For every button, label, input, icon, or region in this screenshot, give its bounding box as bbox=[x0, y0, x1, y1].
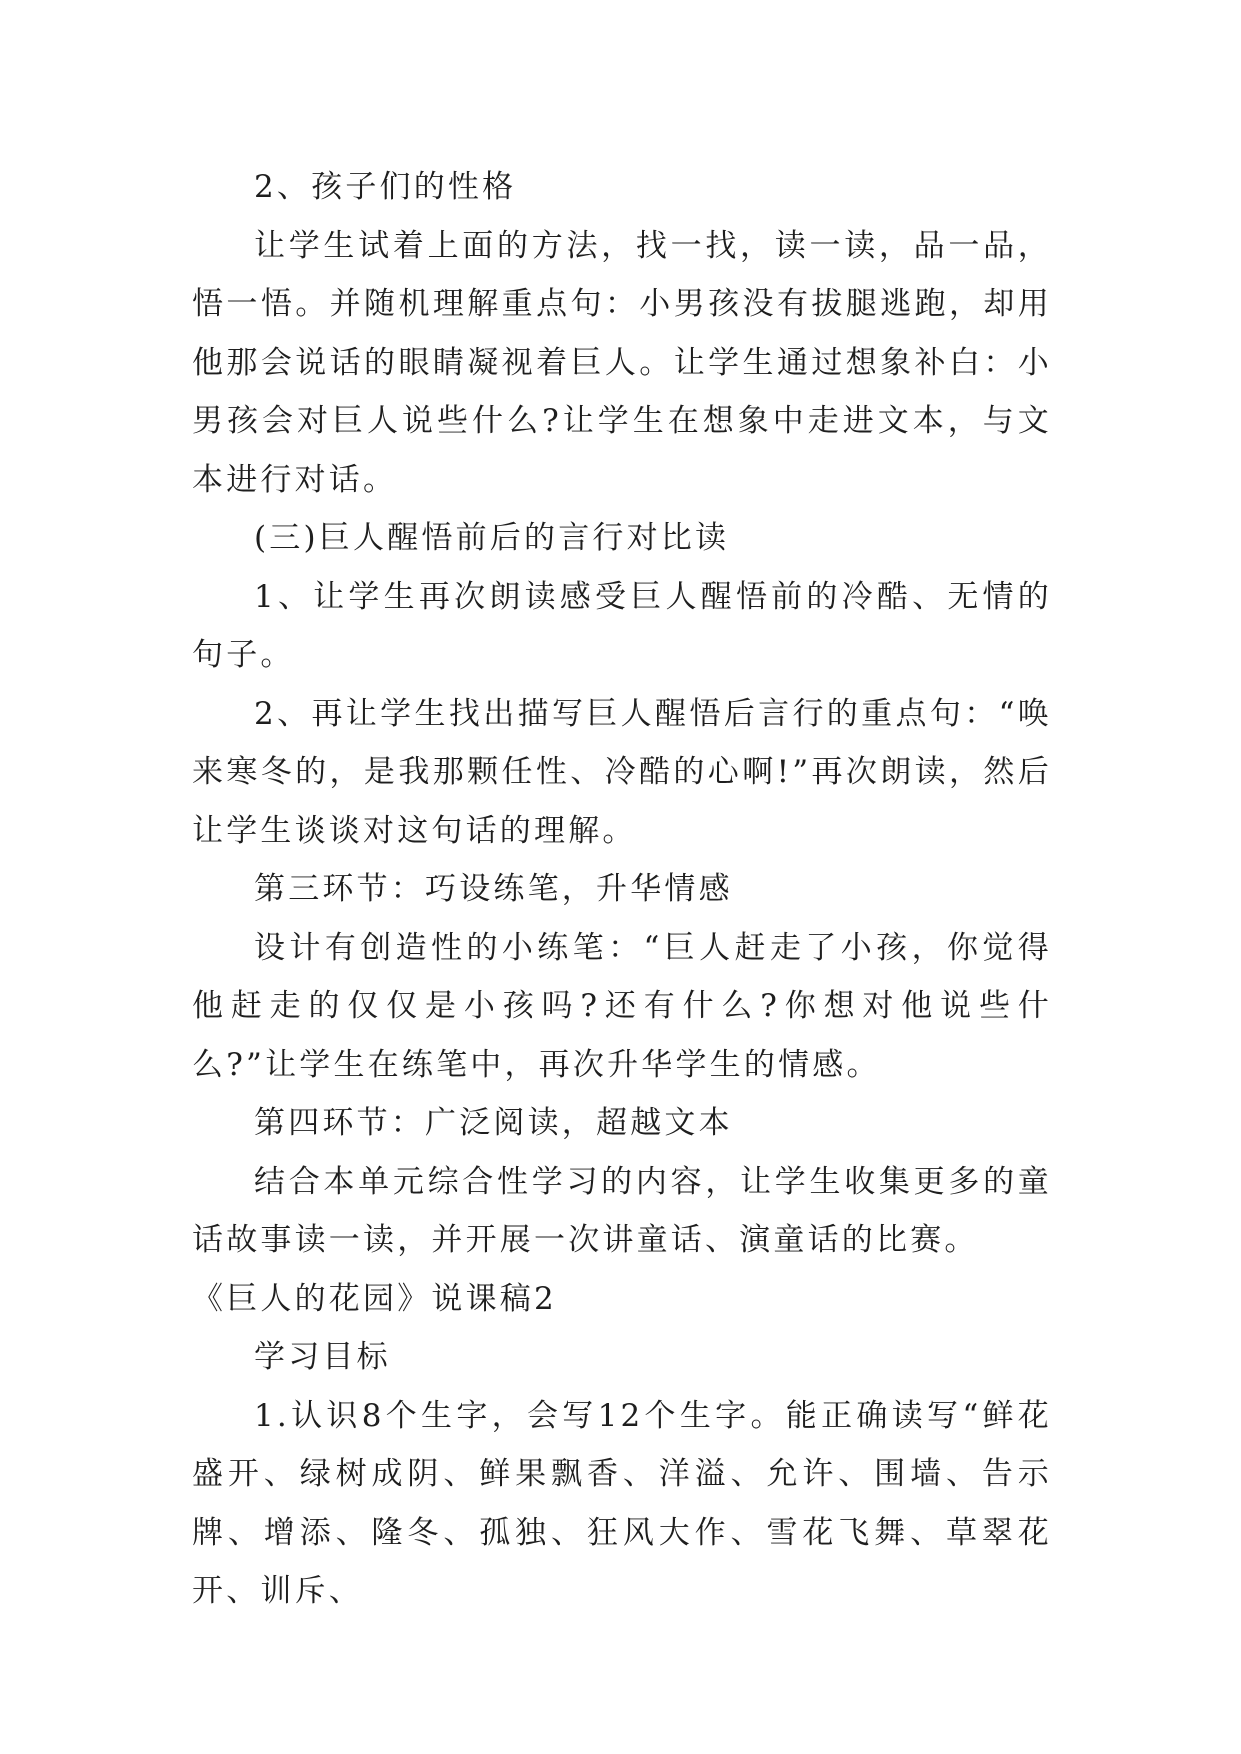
paragraph: 1.认识8个生字，会写12个生字。能正确读写“鲜花盛开、绿树成阴、鲜果飘香、洋溢、允许、围墙、告示牌、增添、隆冬、孤独、狂风大作、雪花飞舞、草翠花开、训斥、 bbox=[192, 1397, 1052, 1609]
paragraph-section-heading: (三)巨人醒悟前后的言行对比读 bbox=[254, 520, 730, 556]
paragraph-section-heading: 2、孩子们的性格 bbox=[254, 169, 517, 205]
paragraph-section-heading: 第三环节：巧设练笔，升华情感 bbox=[254, 871, 733, 907]
paragraph-section-heading: 第四环节：广泛阅读，超越文本 bbox=[254, 1105, 733, 1141]
paragraph: 让学生试着上面的方法，找一找，读一读，品一品，悟一悟。并随机理解重点句：小男孩没有拔腿逃跑，却用他那会说话的眼睛凝视着巨人。让学生通过想象补白：小男孩会对巨人说些什么?让学生在想象中走进文本，与文本进行对话。 bbox=[192, 227, 1052, 498]
paragraph: 1、让学生再次朗读感受巨人醒悟前的冷酷、无情的句子。 bbox=[192, 578, 1052, 673]
paragraph: 结合本单元综合性学习的内容，让学生收集更多的童话故事读一读，并开展一次讲童话、演童话的比赛。 bbox=[192, 1163, 1052, 1258]
paragraph-section-heading: 学习目标 bbox=[254, 1339, 391, 1375]
paragraph: 设计有创造性的小练笔：“巨人赶走了小孩，你觉得他赶走的仅仅是小孩吗?还有什么?你想对他说些什么?”让学生在练笔中，再次升华学生的情感。 bbox=[192, 929, 1052, 1083]
paragraph: 2、再让学生找出描写巨人醒悟后言行的重点句：“唤来寒冬的，是我那颗任性、冷酷的心啊!”再次朗读，然后让学生谈谈对这句话的理解。 bbox=[192, 695, 1052, 849]
document-title: 《巨人的花园》说课稿2 bbox=[192, 1280, 557, 1317]
document-body bbox=[192, 158, 1052, 1621]
